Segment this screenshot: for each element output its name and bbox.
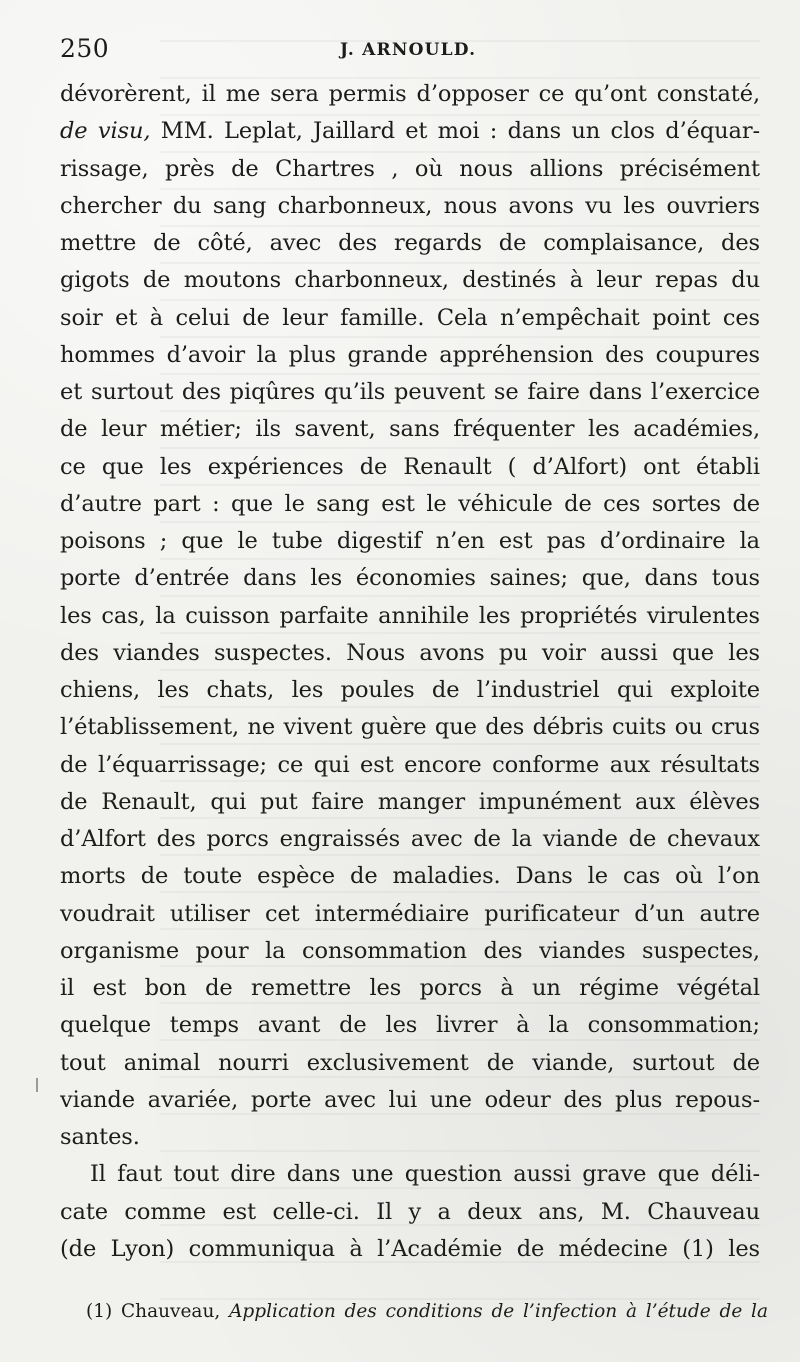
line-text: voudrait utiliser cet intermédiaire purificateur d’un autre <box>60 900 760 927</box>
text-line <box>60 709 760 746</box>
footnote <box>86 1294 768 1330</box>
line-text: organisme pour la consommation des viandes suspectes, <box>60 937 760 964</box>
line-text: ce que les expériences de Renault ( d’Alfort) ont établi <box>60 453 760 480</box>
line-text: mettre de côté, avec des regards de complaisance, des <box>60 230 760 256</box>
text-line <box>60 598 760 635</box>
body-text <box>60 76 760 1268</box>
text-line <box>60 300 760 337</box>
text-line <box>60 486 760 523</box>
line-text: l’établissement, ne vivent guère que des débris cuits ou crus <box>60 714 760 741</box>
line-text: MM. Leplat, Jaillard et moi : dans un clos d’équar- <box>150 118 760 145</box>
line-text: il est bon de remettre les porcs à un régime végétal <box>60 975 760 1001</box>
line-text: porte d’entrée dans les économies saines; que, dans tous <box>60 565 760 592</box>
text-line <box>60 933 760 970</box>
line-text: d’autre part : que le sang est le véhicule de ces sortes de <box>60 490 760 517</box>
footnote-title: Application des conditions de l’infection à l’étude de la <box>229 1301 768 1322</box>
running-head <box>60 34 760 64</box>
text-line <box>60 1194 760 1231</box>
line-text: d’Alfort des porcs engraissés avec de la viande de chevaux <box>60 826 760 852</box>
line-text: viande avariée, porte avec lui une odeur des plus repous- <box>60 1086 760 1113</box>
line-text: rissage, près de Chartres , où nous allions précisément <box>60 155 760 182</box>
text-line <box>60 1082 760 1119</box>
text-line <box>60 411 760 448</box>
text-line <box>60 1045 760 1082</box>
text-line <box>60 784 760 821</box>
text-line <box>60 523 760 560</box>
text-line <box>60 1156 760 1193</box>
line-text: de leur métier; ils savent, sans fréquenter les académies, <box>60 416 760 443</box>
line-text: de l’équarrissage; ce qui est encore conforme aux résultats <box>60 751 760 778</box>
text-line <box>60 672 760 709</box>
line-text: poisons ; que le tube digestif n’en est pas d’ordinaire la <box>60 528 760 554</box>
footnote-author: Chauveau, <box>121 1301 221 1322</box>
line-text: hommes d’avoir la plus grande appréhension des coupures <box>60 341 760 368</box>
line-text: de Renault, qui put faire manger impunément aux élèves <box>60 788 760 815</box>
line-text: les cas, la cuisson parfaite annihile les propriétés virulentes <box>60 602 760 629</box>
text-line <box>60 374 760 411</box>
line-text: des viandes suspectes. Nous avons pu voir aussi que les <box>60 639 760 666</box>
text-line <box>60 1231 760 1268</box>
line-text: dévorèrent, il me sera permis d’opposer ce qu’ont constaté, <box>60 81 760 107</box>
margin-mark <box>36 1078 38 1092</box>
text-line <box>60 188 760 225</box>
line-text: morts de toute espèce de maladies. Dans le cas où l’on <box>60 863 760 890</box>
line-text: soir et à celui de leur famille. Cela n’empêchait point ces <box>60 304 760 331</box>
text-line <box>60 970 760 1007</box>
line-text: santes. <box>60 1124 140 1150</box>
text-line <box>60 262 760 299</box>
text-line <box>60 449 760 486</box>
text-line <box>60 113 760 150</box>
line-text: quelque temps avant de les livrer à la consommation; <box>60 1012 760 1039</box>
line-text: tout animal nourri exclusivement de viande, surtout de <box>60 1049 760 1076</box>
text-line <box>60 1119 760 1156</box>
line-text: et surtout des piqûres qu’ils peuvent se faire dans l’exercice <box>60 379 760 405</box>
text-line <box>60 337 760 374</box>
text-line <box>60 747 760 784</box>
text-line <box>60 896 760 933</box>
text-line <box>60 858 760 895</box>
text-line <box>60 821 760 858</box>
italic-phrase: de visu, <box>60 118 151 145</box>
line-text: chercher du sang charbonneux, nous avons vu les ouvriers <box>60 192 760 219</box>
text-line <box>60 151 760 188</box>
page-number: 250 <box>60 34 110 63</box>
text-line <box>60 225 760 262</box>
text-line <box>60 1007 760 1044</box>
text-line <box>60 76 760 113</box>
line-text: chiens, les chats, les poules de l’industriel qui exploite <box>60 677 760 703</box>
line-text: (de Lyon) communiqua à l’Académie de médecine (1) les <box>60 1235 760 1262</box>
line-text: gigots de moutons charbonneux, destinés à leur repas du <box>60 267 760 294</box>
line-text: Il faut tout dire dans une question aussi grave que déli- <box>90 1161 760 1188</box>
text-line <box>60 560 760 597</box>
footnote-marker: (1) <box>86 1301 113 1322</box>
text-line <box>60 635 760 672</box>
line-text: cate comme est celle-ci. Il y a deux ans, M. Chauveau <box>60 1198 760 1225</box>
running-title: J. ARNOULD. <box>340 40 477 60</box>
